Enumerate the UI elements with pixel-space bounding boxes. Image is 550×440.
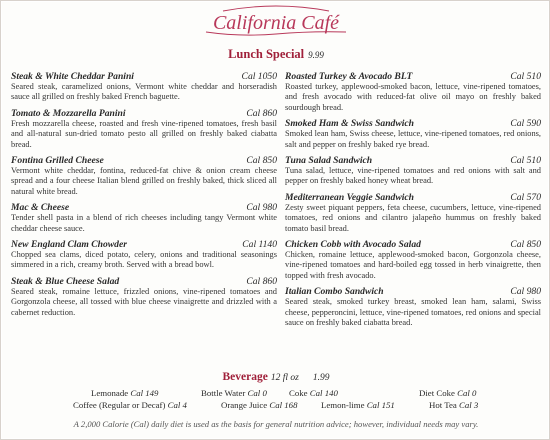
item-description: Zesty sweet piquant peppers, feta cheese, cucumbers, lettuce, vine-ripened tomatoes, red onions and cilantro jalapeño hummus on freshly baked tomato basil bread. (285, 202, 541, 233)
item-name: Chicken Cobb with Avocado Salad (285, 239, 421, 251)
beverage-name: Coke (289, 388, 308, 398)
beverage-calories: Cal 151 (366, 400, 395, 410)
menu-item (285, 155, 541, 187)
item-description: Vermont white cheddar, fontina, reduced-fat chive & onion cream cheese spread and a four cheese Italian blend grilled on freshly baked, thick sliced all natural white bread. (11, 166, 277, 196)
item-description: Seared steak, smoked turkey breast, smoked lean ham, salami, Swiss cheese, pepperoncini, lettuce, vine-ripened tomatoes, red onions and special sauce on freshly baked ciabatta bread. (285, 297, 541, 328)
beverage-row (1, 399, 550, 411)
menu-item (285, 192, 541, 234)
beverage-name: Lemonade (91, 388, 129, 398)
item-name: Mediterranean Veggie Sandwich (285, 191, 414, 203)
beverage-calories: Cal 4 (167, 400, 187, 410)
item-calories: Cal 1050 (241, 71, 277, 82)
item-name: Roasted Turkey & Avocado BLT (285, 71, 413, 82)
menu-item (11, 276, 277, 318)
item-name: Tuna Salad Sandwich (285, 155, 373, 167)
item-calories: Cal 850 (246, 155, 277, 167)
item-calories: Cal 510 (510, 155, 541, 167)
beverage-price: 1.99 (312, 373, 330, 383)
menu-column-right (285, 71, 541, 334)
item-calories: Cal 570 (510, 191, 541, 203)
item-name: Smoked Ham & Swiss Sandwich (285, 118, 415, 130)
beverage-item (419, 387, 476, 399)
menu-item (285, 239, 541, 281)
beverage-item (91, 387, 158, 399)
beverage-title: Beverage (222, 371, 268, 383)
item-calories: Cal 860 (246, 107, 277, 119)
item-name: Steak & White Cheddar Panini (11, 71, 134, 82)
beverage-item (321, 399, 395, 411)
beverage-name: Lemon-lime (321, 400, 365, 410)
beverage-name: Coffee (Regular or Decaf) (73, 400, 166, 410)
menu-item (285, 71, 541, 113)
beverage-calories: Cal 3 (459, 400, 479, 410)
item-name: Fontina Grilled Cheese (11, 155, 104, 167)
beverage-item (289, 387, 338, 399)
beverage-item (73, 399, 187, 411)
lunch-special-title: Lunch Special (228, 47, 305, 61)
item-description: Chopped sea clams, diced potato, celery, onions and traditional seasonings simmered in a rich, creamy broth. Served with a bread bowl. (11, 250, 277, 270)
beverage-calories: Cal 0 (457, 388, 477, 398)
menu-item (11, 202, 277, 234)
item-name: Tomato & Mozzarella Panini (11, 107, 126, 119)
beverage-calories: Cal 0 (247, 388, 267, 398)
menu-item (285, 118, 541, 150)
lunch-special-price: 9.99 (308, 50, 324, 60)
beverage-header (1, 371, 550, 383)
item-description: Roasted turkey, applewood-smoked bacon, lettuce, vine-ripened tomatoes, and fresh avocado with reduced-fat olive oil mayo on freshly baked sourdough bread. (285, 82, 541, 112)
beverage-name: Hot Tea (429, 400, 457, 410)
lunch-special-header (1, 47, 550, 62)
item-description: Tender shell pasta in a blend of rich cheeses including tangy Vermont white cheddar cheese sauce. (11, 213, 277, 233)
item-description: Chicken, romaine lettuce, applewood-smoked bacon, Gorgonzola cheese, vine-ripened tomatoes and hard-boiled egg tossed in herb vinaigrette, then topped with fresh avocado. (285, 250, 541, 280)
menu-item (11, 108, 277, 150)
beverage-size: 12 fl oz (270, 373, 299, 383)
beverage-item (201, 387, 267, 399)
item-calories: Cal 860 (246, 275, 277, 287)
beverage-name: Bottle Water (201, 388, 246, 398)
item-description: Seared steak, caramelized onions, Vermont white cheddar and horseradish sauce all grilled on freshly baked French baguette. (11, 82, 277, 102)
item-calories: Cal 590 (510, 118, 541, 130)
item-name: Mac & Cheese (11, 202, 70, 214)
beverage-item (221, 399, 297, 411)
item-calories: Cal 510 (510, 71, 541, 82)
item-name: Italian Combo Sandwich (285, 286, 384, 298)
menu-item (11, 71, 277, 103)
beverage-name: Orange Juice (221, 400, 268, 410)
beverage-calories: Cal 140 (309, 388, 338, 398)
item-name: Steak & Blue Cheese Salad (11, 275, 120, 287)
menu-item (11, 239, 277, 271)
item-calories: Cal 980 (246, 202, 277, 214)
calorie-disclaimer: A 2,000 Calorie (Cal) daily diet is used as the basis for general nutrition advice; however, individual needs may vary. (73, 419, 479, 429)
item-description: Tuna salad, lettuce, vine-ripened tomatoes and red onions with salt and pepper on freshly baked honey wheat bread. (285, 166, 541, 186)
beverage-item (429, 399, 478, 411)
item-description: Smoked lean ham, Swiss cheese, lettuce, vine-ripened tomatoes, red onions, salt and pepper on freshly baked rye bread. (285, 129, 541, 149)
item-description: Fresh mozzarella cheese, roasted and fresh vine-ripened tomatoes, fresh basil and all-natural sun-dried tomato pesto all grilled on freshly baked ciabatta bread. (11, 118, 277, 149)
item-calories: Cal 1140 (242, 239, 277, 251)
item-name: New England Clam Chowder (11, 239, 127, 251)
menu-column-left (11, 71, 277, 323)
beverage-calories: Cal 149 (130, 388, 159, 398)
item-calories: Cal 850 (510, 239, 541, 251)
item-description: Seared steak, romaine lettuce, frizzled onions, vine-ripened tomatoes and Gorgonzola cheese, all tossed with blue cheese vinaigrette and drizzled with a cabernet reduction. (11, 286, 277, 317)
brand-name: California Café (212, 12, 340, 34)
beverage-calories: Cal 168 (269, 400, 298, 410)
california-cafe-logo (1, 3, 550, 43)
beverage-name: Diet Coke (419, 388, 455, 398)
item-calories: Cal 980 (510, 286, 541, 298)
beverage-row (1, 387, 550, 399)
menu-item (285, 286, 541, 328)
menu-item (11, 155, 277, 197)
